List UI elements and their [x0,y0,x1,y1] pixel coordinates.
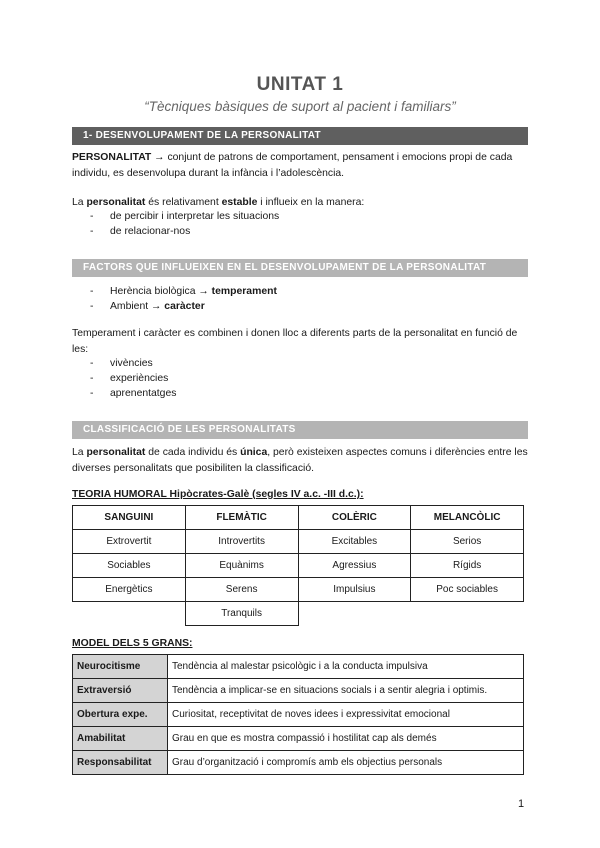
page-title: UNITAT 1 [256,74,344,95]
column-header: FLEMÀTIC [185,506,298,530]
table-row [73,679,524,703]
experiences-list [90,356,176,401]
column-header: COLÈRIC [298,506,411,530]
trait-description: Tendència a implicar-se en situacions socials i a sentir alegria i optimis. [168,679,524,703]
list-item: - aprenentatges [90,386,176,401]
page-number: 1 [518,798,525,810]
definition-paragraph [72,150,528,182]
table-row [73,554,524,578]
table-row [73,655,524,679]
list-item: - experiències [90,371,176,386]
table-row [73,727,524,751]
bold-term: única [240,447,268,458]
table-row [73,751,524,775]
trait-description: Grau en que es mostra compassió i hostilitat cap als demés [168,727,524,751]
empty-cell [73,602,186,626]
text-fragment: de cada individu és [145,447,241,458]
table-cell: Serens [185,578,298,602]
humoral-theory-caption: TEORIA HUMORAL Hipòcrates-Galè (segles IV a.c. -III d.c.): [72,489,364,500]
definition-text: → conjunt de patrons de comportament, pensament i emocions propi de cada individu, es desenvolupa durant la infància i l’adolescència. [72,152,513,179]
column-header: SANGUINI [73,506,186,530]
table-cell: Energètics [73,578,186,602]
table-row [73,602,524,626]
list-item [90,284,277,299]
bold-term: estable [221,197,258,208]
table-cell: Tranquils [185,602,298,626]
list-item: - de relacionar-nos [90,224,279,239]
empty-cell [411,602,524,626]
manner-list [90,209,279,239]
text-fragment: La [72,197,87,208]
list-item: - de percibir i interpretar les situacions [90,209,279,224]
table-cell: Sociables [73,554,186,578]
section-heading-classificacio: CLASSIFICACIÓ DE LES PERSONALITATS [72,421,528,439]
classification-paragraph [72,445,528,477]
table-cell: Extrovertit [73,530,186,554]
table-cell: Introvertits [185,530,298,554]
section-heading-desenvolupament: 1- DESENVOLUPAMENT DE LA PERSONALITAT [72,127,528,145]
trait-description: Tendència al malestar psicològic i a la conducta impulsiva [168,655,524,679]
table-cell: Impulsius [298,578,411,602]
trait-name: Extraversió [73,679,168,703]
list-item: - vivències [90,356,176,371]
bold-term: personalitat [86,197,146,208]
empty-cell [298,602,411,626]
table-cell: Equànims [185,554,298,578]
text-fragment: i influeix en la manera: [257,197,365,208]
column-header: MELANCÒLIC [411,506,524,530]
definition-term: PERSONALITAT [72,152,152,163]
trait-description: Curiositat, receptivitat de noves idees i expressivitat emocional [168,703,524,727]
bold-term: caràcter [164,301,205,312]
table-header-row [73,506,524,530]
table-cell: Serios [411,530,524,554]
text-fragment: és relativament [145,197,222,208]
table-row [73,578,524,602]
text-fragment: Herència biològica → [110,286,212,297]
big-five-caption: MODEL DELS 5 GRANS: [72,638,193,649]
table-cell: Excitables [298,530,411,554]
trait-name: Neurocitisme [73,655,168,679]
big-five-table [72,654,524,775]
table-cell: Agressius [298,554,411,578]
table-row [73,530,524,554]
table-cell: Poc sociables [411,578,524,602]
table-row [73,703,524,727]
trait-name: Amabilitat [73,727,168,751]
combination-paragraph: Temperament i caràcter es combinen i donen lloc a diferents parts de la personalitat en funció de les: [72,328,518,355]
trait-name: Responsabilitat [73,751,168,775]
factors-list [90,284,277,314]
page-subtitle: “Tècniques bàsiques de suport al pacient i familiars” [144,99,456,114]
text-fragment: La [72,447,87,458]
bold-term: temperament [211,286,277,297]
text-fragment: Ambient → [110,301,165,312]
humoral-theory-table [72,505,524,626]
section-heading-factors: FACTORS QUE INFLUEIXEN EN EL DESENVOLUPAMENT DE LA PERSONALITAT [72,259,528,277]
bold-term: personalitat [86,447,146,458]
text-fragment: , però existeixen aspectes comuns i diferències entre les diverses personalitats que posibiliten la classificació. [72,447,528,474]
list-item [90,299,277,314]
trait-description: Grau d’organització i compromís amb els objectius personals [168,751,524,775]
trait-name: Obertura expe. [73,703,168,727]
table-cell: Rígids [411,554,524,578]
